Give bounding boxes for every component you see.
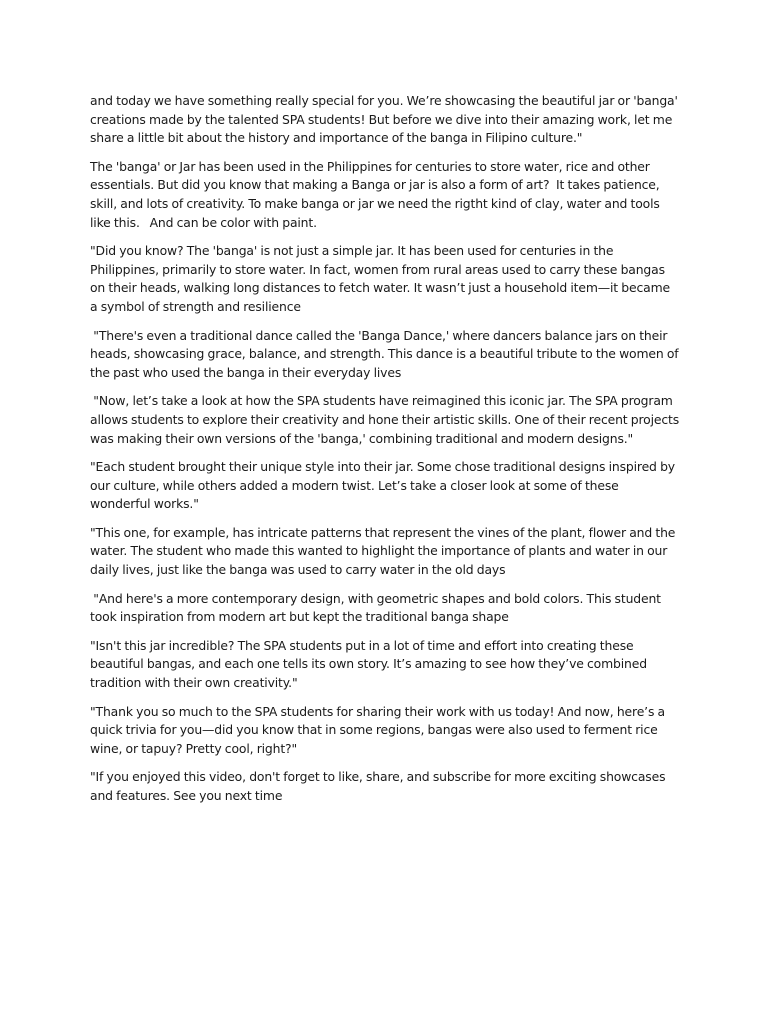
paragraph-8: "And here's a more contemporary design, with geometric shapes and bold colors. This student took inspiration from modern art but kept the traditional banga shape <box>90 590 665 625</box>
paragraph-9: "Isn't this jar incredible? The SPA students put in a lot of time and effort into creating these beautiful bangas, and each one tells its own story. It’s amazing to see how they’ve combined tradition with their own creativity." <box>90 637 651 691</box>
paragraph-10: "Thank you so much to the SPA students for sharing their work with us today! And now, here’s a quick trivia for you—did you know that in some regions, bangas were also used to ferment rice wine, or tapuy? Pretty cool, right?" <box>90 703 669 756</box>
paragraph-3: "Did you know? The 'banga' is not just a simple jar. It has been used for centuries in the Philippines, primarily to store water. In fact, women from rural areas used to carry these bangas on their heads, walking long distances to fetch water. It wasn’t just a household item—it became a symbol of strength and resilience <box>90 243 674 314</box>
paragraph-5: "Now, let’s take a look at how the SPA students have reimagined this iconic jar. The SPA program allows students to explore their creativity and hone their artistic skills. One of their recent projects was making their own versions of the 'banga,' combining traditional and modern designs." <box>90 393 683 446</box>
paragraph-1: and today we have something really special for you. We’re showcasing the beautiful jar or 'banga' creations made by the talented SPA students! But before we dive into their amazing work, let me share a little bit about the history and importance of the banga in Filipino culture." <box>90 93 682 146</box>
paragraph-7: "This one, for example, has intricate patterns that represent the vines of the plant, flower and the water. The student who made this wanted to highlight the importance of plants and water in our daily lives, just like the banga was used to carry water in the old days <box>90 524 679 578</box>
paragraph-2: The 'banga' or Jar has been used in the Philippines for centuries to store water, rice and other essentials. But did you know that making a Banga or jar is also a form of art? It takes patience, skill, and lots of creativity. To make banga or jar we need the rigtht kind of clay, water and tools like this. And can be color with paint. <box>90 158 663 230</box>
paragraph-6: "Each student brought their unique style into their jar. Some chose traditional designs inspired by our culture, while others added a modern twist. Let’s take a closer look at some of these wonderful works." <box>90 459 679 512</box>
paragraph-11: "If you enjoyed this video, don't forget to like, share, and subscribe for more exciting showcases and features. See you next time <box>90 769 669 803</box>
paragraph-4: "There's even a traditional dance called the 'Banga Dance,' where dancers balance jars on their heads, showcasing grace, balance, and strength. This dance is a beautiful tribute to the women of the past who used the banga in their everyday lives <box>90 327 682 380</box>
document-page <box>90 92 683 816</box>
